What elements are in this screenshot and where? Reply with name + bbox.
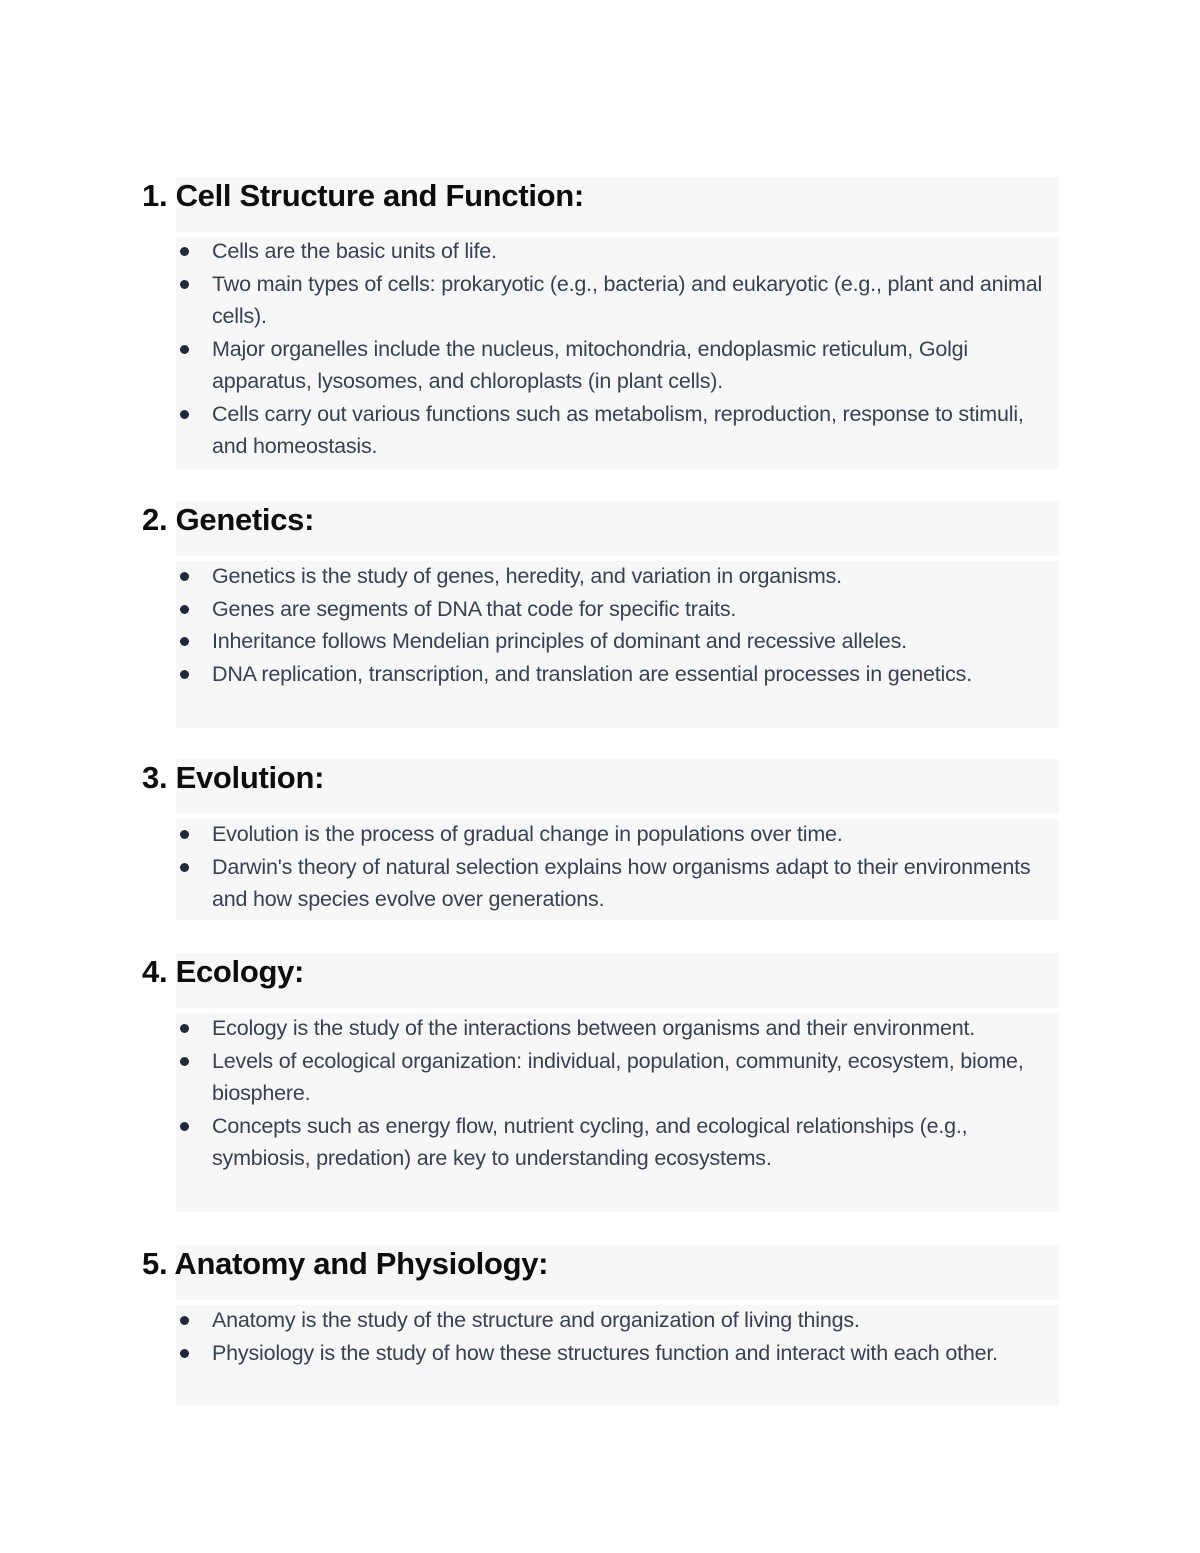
bullet-icon xyxy=(180,1349,189,1358)
list-item: Genetics is the study of genes, heredity, and variation in organisms. xyxy=(176,560,1056,593)
bullet-icon xyxy=(180,670,189,679)
bullet-icon xyxy=(180,247,189,256)
list-item: Levels of ecological organization: individual, population, community, ecosystem, biome, biosphere. xyxy=(176,1045,1056,1110)
bullet-icon xyxy=(180,345,189,354)
section-heading-anatomy-physiology: 5. Anatomy and Physiology: xyxy=(142,1246,549,1281)
list-item: Evolution is the process of gradual change in populations over time. xyxy=(176,818,1056,851)
section-heading-band xyxy=(176,953,1059,1008)
bullet-icon xyxy=(180,1122,189,1131)
list-item: Concepts such as energy flow, nutrient cycling, and ecological relationships (e.g., symbiosis, predation) are key to understanding ecosystems. xyxy=(176,1110,1056,1175)
list-item: DNA replication, transcription, and translation are essential processes in genetics. xyxy=(176,658,1056,691)
bullet-list-genetics xyxy=(176,560,1056,690)
list-item: Inheritance follows Mendelian principles of dominant and recessive alleles. xyxy=(176,625,1056,658)
list-item: Physiology is the study of how these structures function and interact with each other. xyxy=(176,1337,1056,1370)
bullet-icon xyxy=(180,830,189,839)
section-heading-evolution: 3. Evolution: xyxy=(142,760,325,795)
list-item: Ecology is the study of the interactions between organisms and their environment. xyxy=(176,1012,1056,1045)
bullet-icon xyxy=(180,410,189,419)
bullet-icon xyxy=(180,1316,189,1325)
section-heading-cell-structure: 1. Cell Structure and Function: xyxy=(142,178,584,213)
section-heading-ecology: 4. Ecology: xyxy=(142,954,305,989)
bullet-icon xyxy=(180,1057,189,1066)
list-item: Cells carry out various functions such as metabolism, reproduction, response to stimuli, and homeostasis. xyxy=(176,398,1056,463)
list-item: Genes are segments of DNA that code for specific traits. xyxy=(176,593,1056,626)
bullet-list-anatomy-physiology xyxy=(176,1304,1056,1369)
section-heading-genetics: 2. Genetics: xyxy=(142,502,315,537)
list-item: Two main types of cells: prokaryotic (e.g., bacteria) and eukaryotic (e.g., plant and animal cells). xyxy=(176,268,1056,333)
bullet-icon xyxy=(180,1024,189,1033)
list-item: Darwin's theory of natural selection explains how organisms adapt to their environments and how species evolve over generations. xyxy=(176,851,1056,916)
bullet-icon xyxy=(180,572,189,581)
bullet-list-ecology xyxy=(176,1012,1056,1175)
bullet-icon xyxy=(180,863,189,872)
bullet-icon xyxy=(180,280,189,289)
bullet-list-evolution xyxy=(176,818,1056,916)
list-item: Major organelles include the nucleus, mitochondria, endoplasmic reticulum, Golgi apparatus, lysosomes, and chloroplasts (in plant cells). xyxy=(176,333,1056,398)
bullet-list-cell-structure xyxy=(176,235,1056,463)
bullet-icon xyxy=(180,605,189,614)
list-item: Anatomy is the study of the structure and organization of living things. xyxy=(176,1304,1056,1337)
bullet-icon xyxy=(180,637,189,646)
list-item: Cells are the basic units of life. xyxy=(176,235,1056,268)
